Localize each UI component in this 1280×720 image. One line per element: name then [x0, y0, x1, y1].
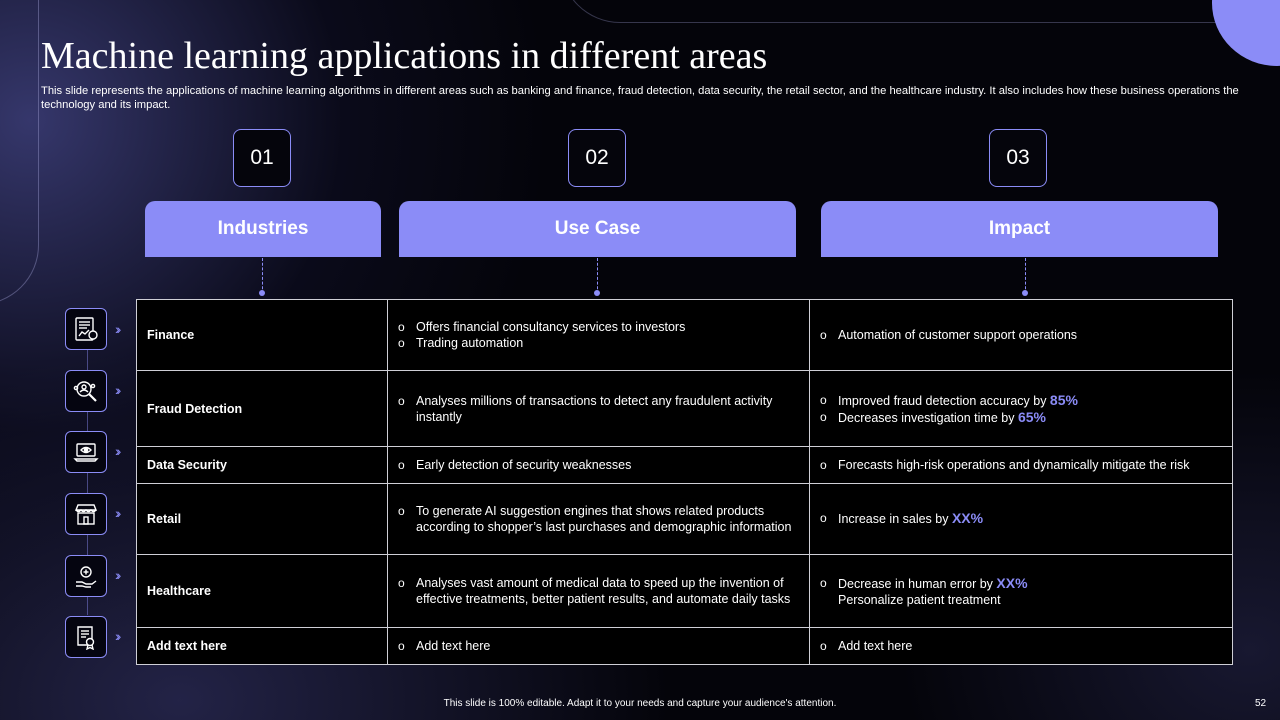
chevron-right-icon: ›› — [115, 321, 119, 337]
industry-cell: Fraud Detection — [137, 371, 388, 447]
impact-cell — [810, 446, 1233, 483]
impact-highlight: XX% — [996, 574, 1028, 591]
chevron-right-icon: ›› — [115, 628, 119, 644]
use-case-item: o Analyses millions of transactions to detect any fraudulent activity instantly — [398, 393, 799, 425]
impact-item: o Increase in sales by XX% — [820, 510, 1222, 527]
column-number-03: 03 — [989, 129, 1047, 187]
table-row — [137, 554, 1233, 627]
connector-line — [597, 258, 598, 294]
impact-item: o Forecasts high-risk operations and dynamically mitigate the risk — [820, 457, 1222, 473]
connector-dot — [259, 290, 265, 296]
use-case-cell — [388, 446, 810, 483]
header-industries: Industries — [145, 201, 381, 257]
impact-item: Personalize patient treatment — [838, 592, 1001, 607]
table-row — [137, 628, 1233, 665]
column-number-02: 02 — [568, 129, 626, 187]
impact-cell — [810, 628, 1233, 665]
page-number: 52 — [1255, 698, 1267, 709]
impact-cell — [810, 300, 1233, 371]
chevron-right-icon: ›› — [115, 505, 119, 521]
connector-line — [1025, 258, 1026, 294]
use-case-item: o Early detection of security weaknesses — [398, 457, 799, 473]
impact-item: o Decrease in human error by XX% — [820, 575, 1222, 592]
connector-line — [262, 258, 263, 294]
table-row — [137, 300, 1233, 371]
use-case-cell — [388, 554, 810, 627]
footer-note: This slide is 100% editable. Adapt it to your needs and capture your audience's attention. — [443, 698, 837, 709]
use-case-item: o Offers financial consultancy services to investors — [398, 319, 799, 335]
healthcare-hand-icon — [65, 555, 107, 597]
use-case-cell — [388, 628, 810, 665]
use-case-cell — [388, 300, 810, 371]
table-row — [137, 446, 1233, 483]
finance-report-icon — [65, 308, 107, 350]
table-row — [137, 371, 1233, 447]
connector-dot — [594, 290, 600, 296]
fraud-search-icon — [65, 370, 107, 412]
impact-highlight: 85% — [1049, 391, 1078, 408]
certificate-icon — [65, 616, 107, 658]
impact-cell — [810, 554, 1233, 627]
use-case-cell — [388, 483, 810, 554]
store-icon — [65, 493, 107, 535]
slide-subtitle: This slide represents the applications of machine learning algorithms in different areas such as banking and finance, fraud detection, data security, the retail sector, and the healthcare industry. It also includes how these business operations the technology and its impact. — [41, 85, 1239, 111]
impact-item: o Automation of customer support operations — [820, 327, 1222, 343]
impact-cell — [810, 483, 1233, 554]
impact-item: o Improved fraud detection accuracy by 85% — [820, 392, 1222, 409]
connector-dot — [1022, 290, 1028, 296]
header-use-case: Use Case — [399, 201, 796, 257]
impact-cell — [810, 371, 1233, 447]
chevron-right-icon: ›› — [115, 443, 119, 459]
industry-cell: Retail — [137, 483, 388, 554]
column-number-01: 01 — [233, 129, 291, 187]
use-case-cell — [388, 371, 810, 447]
decorative-arc-left — [0, 0, 39, 305]
header-impact: Impact — [821, 201, 1218, 257]
use-case-item: o Analyses vast amount of medical data to speed up the invention of effective treatments, better patient results, and automate daily tasks — [398, 575, 799, 607]
impact-item: o Add text here — [820, 638, 1222, 654]
use-case-item: o To generate AI suggestion engines that shows related products according to shopper’s last purchases and demographic information — [398, 503, 799, 535]
table-row — [137, 483, 1233, 554]
chevron-right-icon: ›› — [115, 382, 119, 398]
impact-highlight: XX% — [951, 510, 984, 527]
slide-title: Machine learning applications in different areas — [41, 35, 768, 77]
laptop-eye-icon — [65, 431, 107, 473]
chevron-right-icon: ›› — [115, 567, 119, 583]
decorative-line-top — [560, 0, 1261, 23]
use-case-item: o Add text here — [398, 638, 799, 654]
industry-cell: Add text here — [137, 628, 388, 665]
industry-cell: Finance — [137, 300, 388, 371]
impact-item: o Decreases investigation time by 65% — [820, 409, 1222, 426]
industry-cell: Healthcare — [137, 554, 388, 627]
impact-highlight: 65% — [1017, 408, 1046, 425]
applications-table — [136, 299, 1233, 665]
industry-cell: Data Security — [137, 446, 388, 483]
use-case-item: o Trading automation — [398, 335, 799, 351]
